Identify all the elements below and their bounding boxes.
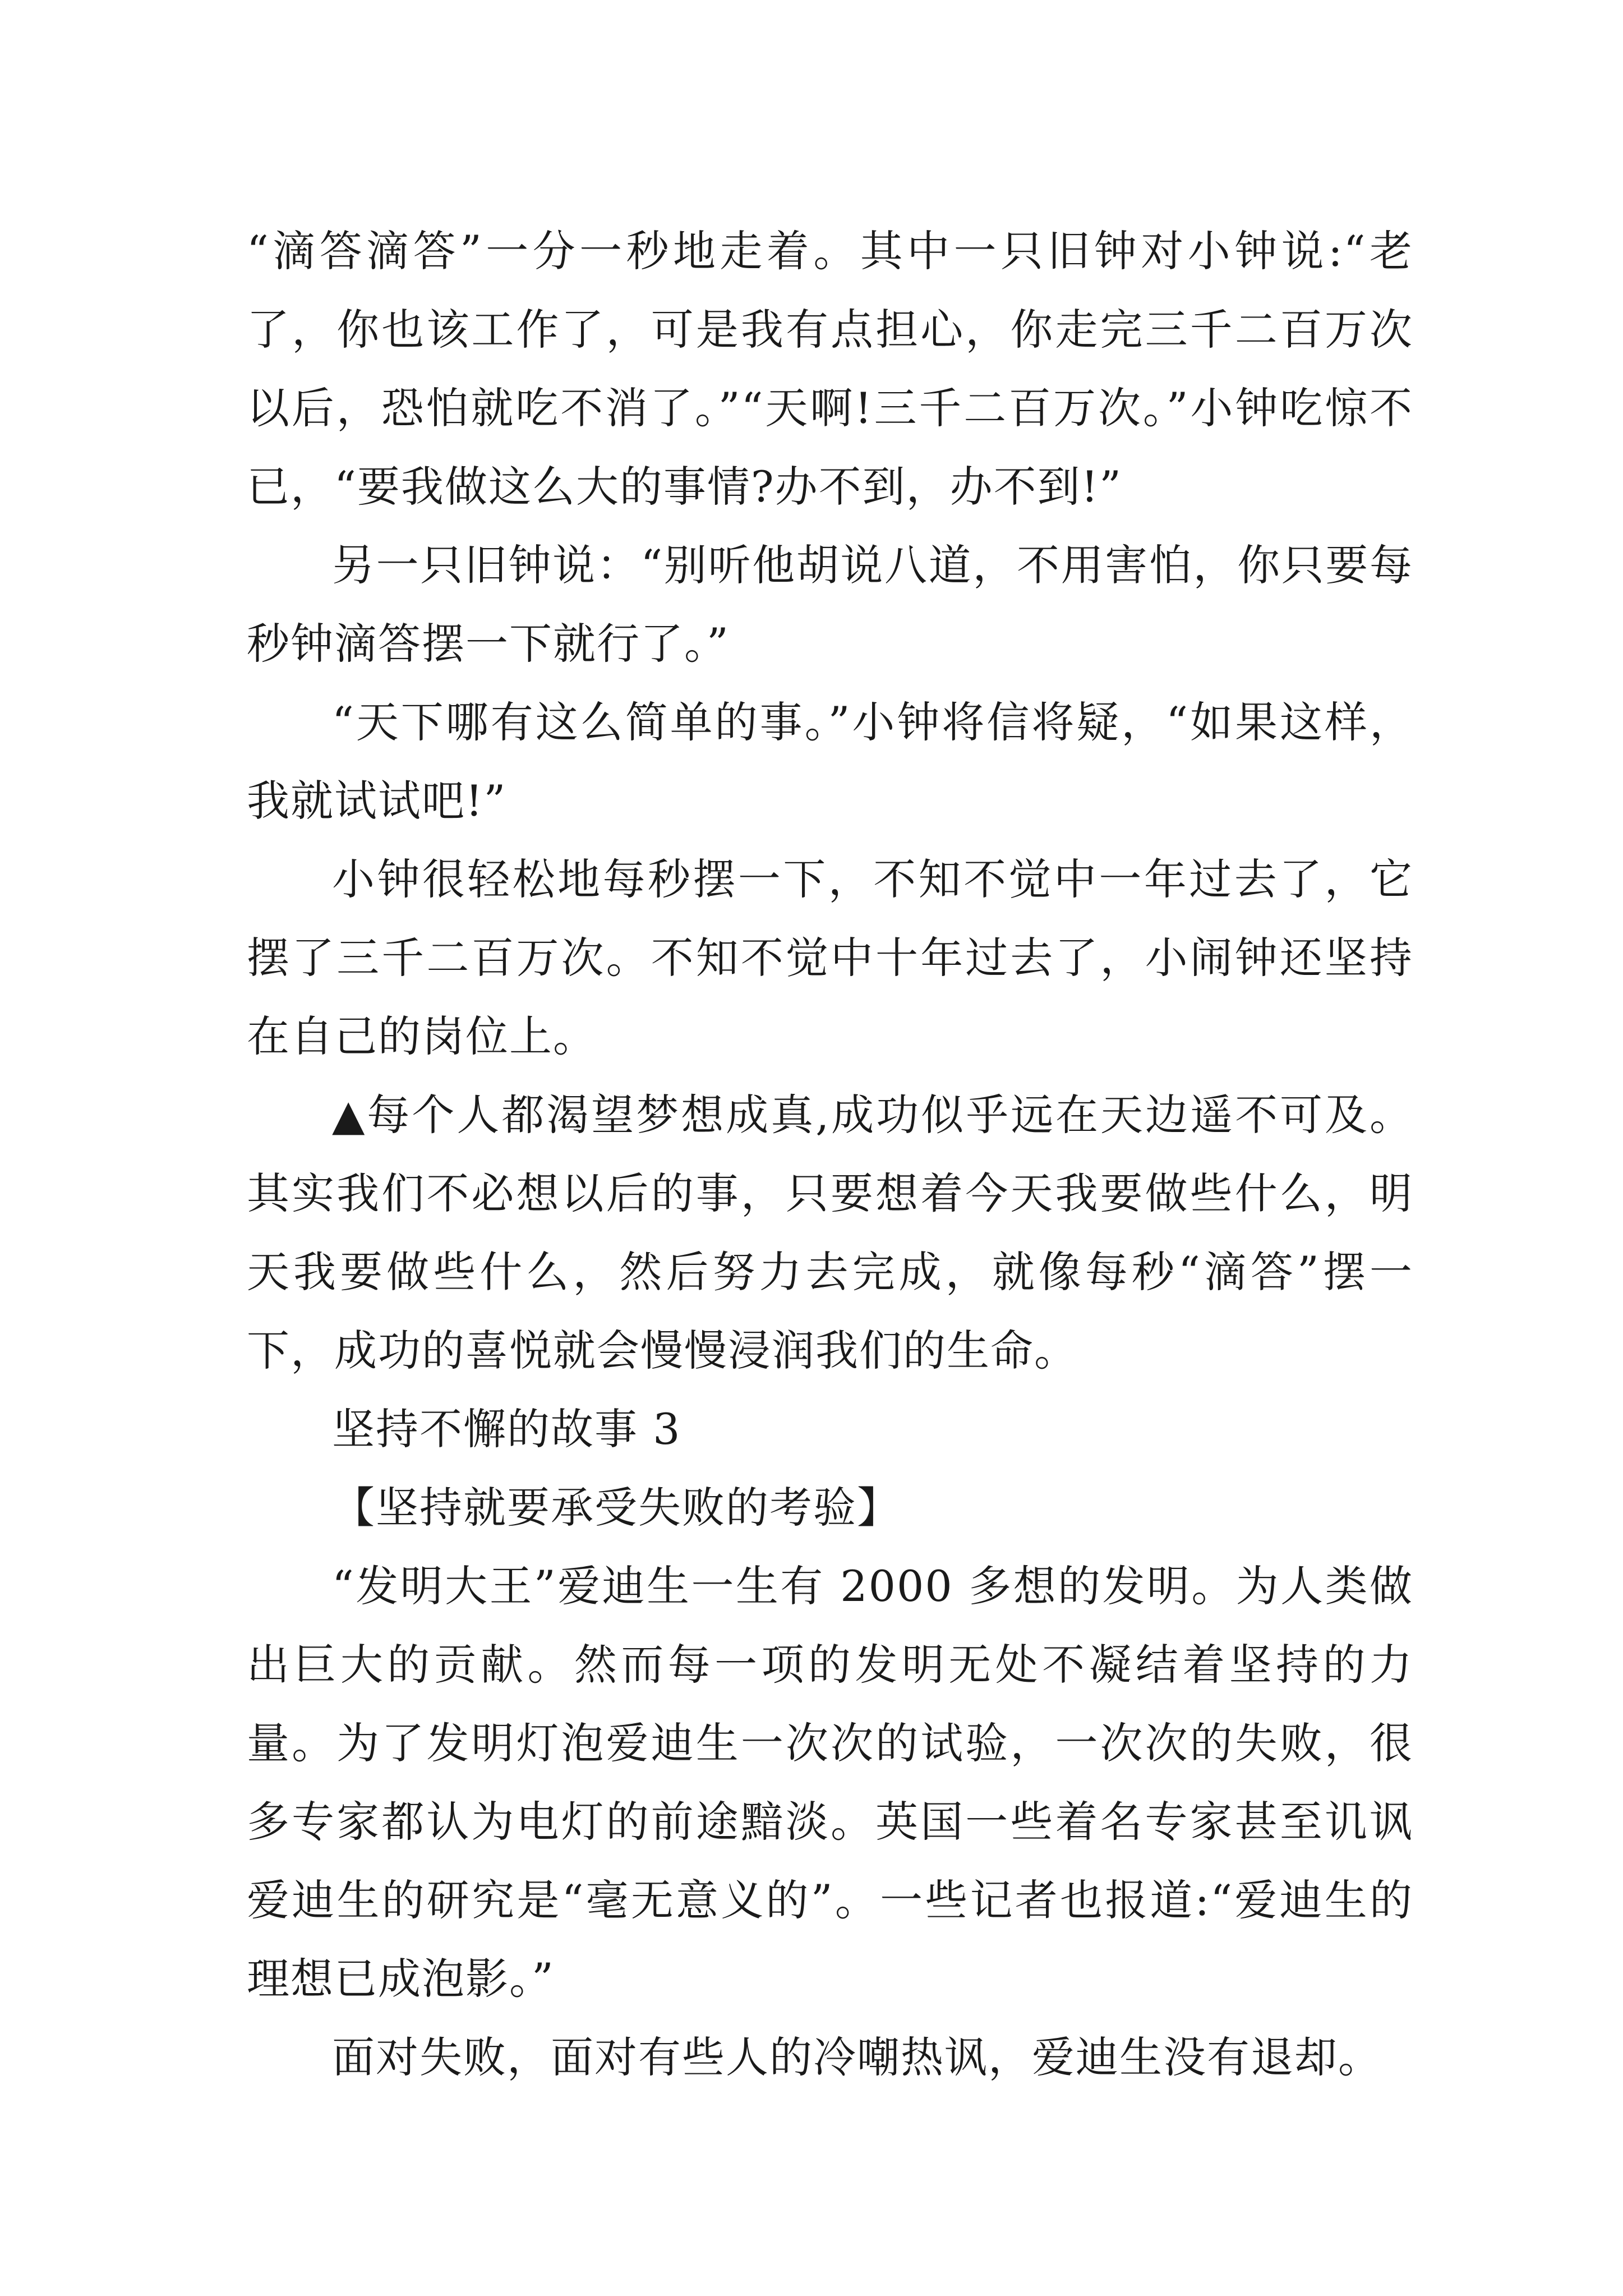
paragraph-small-clock-doubt: “天下哪有这么简单的事。”小钟将信将疑，“如果这样，我就试试吧!” xyxy=(247,697,1413,826)
document-body xyxy=(247,212,1413,2097)
paragraph-ten-years: 小钟很轻松地每秒摆一下，不知不觉中一年过去了，它摆了三千二百万次。不知不觉中十年过去了，小闹钟还坚持在自己的岗位上。 xyxy=(247,854,1413,1061)
section-heading: 坚持不懈的故事 3 xyxy=(332,1404,681,1454)
paragraph-clock-dialogue: “滴答滴答”一分一秒地走着。其中一只旧钟对小钟说:“老了，你也该工作了，可是我有点担心，你走完三千二百万次以后，恐怕就吃不消了。”“天啊!三千二百万次。”小钟吃惊不已，“要我做这么大的事情?办不到，办不到!” xyxy=(247,226,1413,512)
paragraph-edison: “发明大王”爱迪生一生有 2000 多想的发明。为人类做出巨大的贡献。然而每一项的发明无处不凝结着坚持的力量。为了发明灯泡爱迪生一次次的试验，一次次的失败，很多专家都认为电灯的前途黯淡。英国一些着名专家甚至讥讽爱迪生的研究是“毫无意义的”。一些记者也报道:“爱迪生的理想已成泡影。” xyxy=(247,1561,1413,2004)
paragraph-moral: ▲每个人都渴望梦想成真,成功似乎远在天边遥不可及。其实我们不必想以后的事，只要想着今天我要做些什么，明天我要做些什么，然后努力去完成，就像每秒“滴答”摆一下，成功的喜悦就会慢慢浸润我们的生命。 xyxy=(247,1090,1413,1375)
section-subheading: 【坚持就要承受失败的考验】 xyxy=(332,1483,901,1533)
paragraph-edison-persistence: 面对失败，面对有些人的冷嘲热讽，爱迪生没有退却。 xyxy=(332,2032,1382,2082)
paragraph-old-clock-advice: 另一只旧钟说：“别听他胡说八道，不用害怕，你只要每秒钟滴答摆一下就行了。” xyxy=(247,540,1413,669)
